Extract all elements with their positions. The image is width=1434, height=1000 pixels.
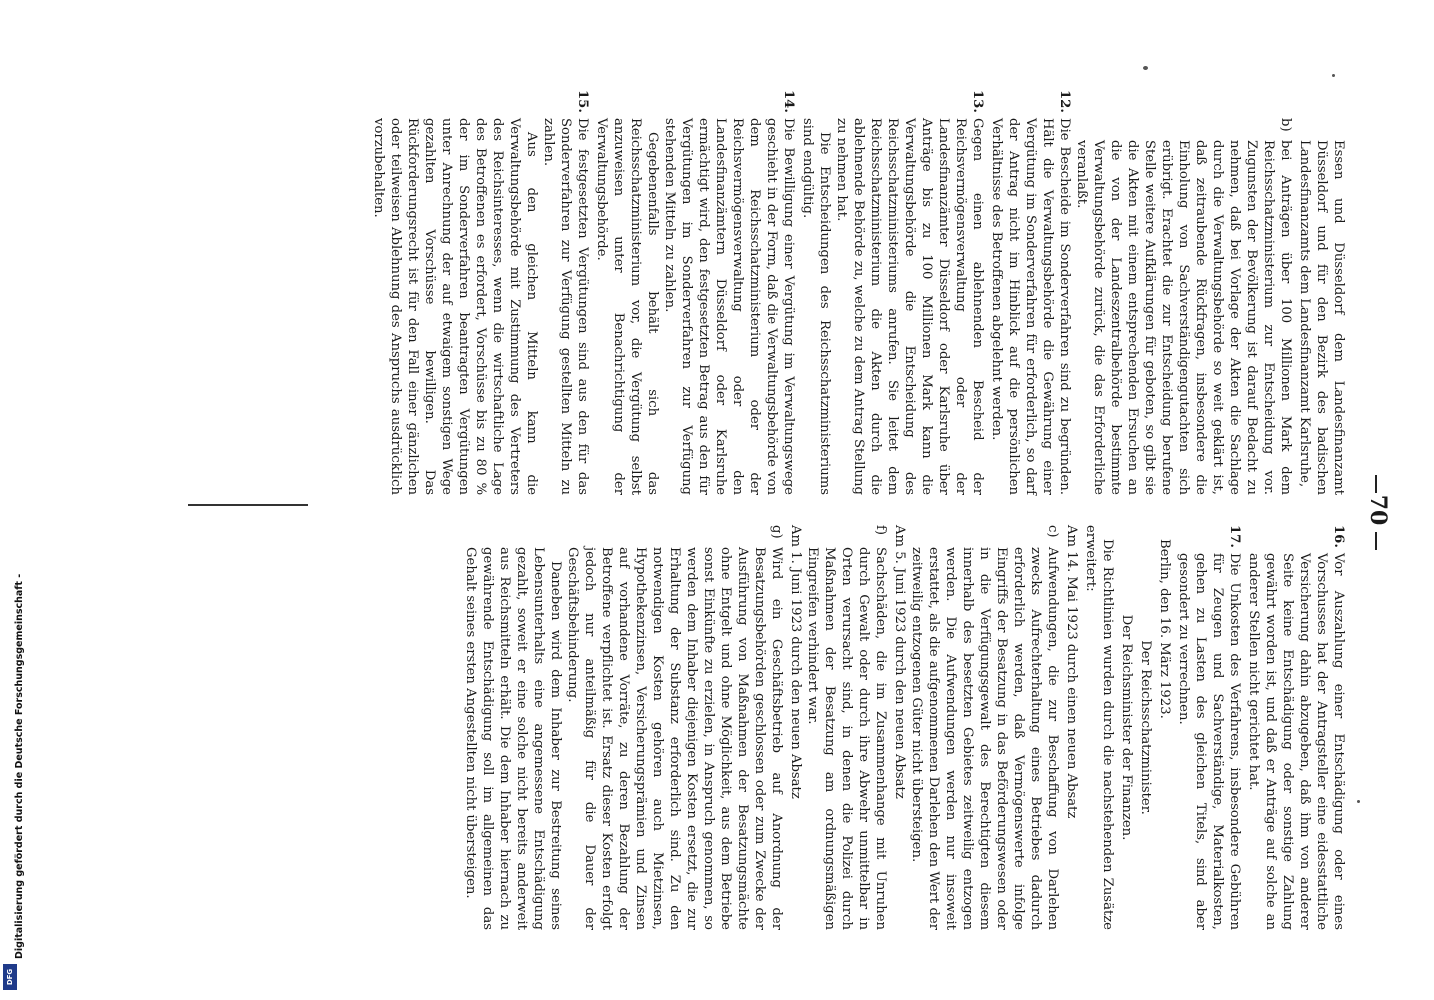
- rotated-page-content: [257, 80, 1397, 940]
- item-17: [1175, 525, 1243, 930]
- sub-item-text-continued: Daneben wird dem Inhaber zur Bestreitung seines Lebensunterhalts eine angemessene Entschädigung gezahlt, soweit er eine solche nicht bereits anderweit aus Reichsmitteln erhält. Die dem Inhaber hiernach zu gewährende Entschädigung soll im allgemeinen das Gehalt seines ersten Angestellten nicht übersteigen.: [463, 547, 563, 930]
- place-date: Berlin, den 16. März 1923.: [1157, 539, 1172, 719]
- text-column-second: [460, 525, 1347, 930]
- signatory-treasury: Der Reichsschatzminister.: [1138, 640, 1153, 815]
- sub-item-f: [804, 525, 889, 930]
- sub-item-text: Sachschäden, die im Zusammenhange mit Unruhen durch Gewalt oder durch ihre Abwehr unmittelbar in Orten verursacht sind, in denen die Polizei durch Maßnahmen der Besatzung am ordnungsmäßigen Eingreifen verhindert war.: [805, 547, 888, 930]
- dfg-logo: [3, 964, 17, 990]
- item-number: 16.: [1331, 525, 1346, 548]
- item-text: Vor Auszahlung einer Entschädigung oder eines Vorschusses hat der Antragsteller eine eidesstattliche Versicherung dahin abzugeben, daß ihm von anderer Seite keine Entschädigung oder sonstige Zahlung gewährt worden ist, und daß er Anträge auf solche an anderer Stellen nicht gerichtet hat.: [1246, 553, 1346, 930]
- header-dash-right: [1375, 532, 1377, 550]
- amendments-intro: Die Richtlinien wurden durch die nachstehenden Zusätze erweitert:: [1083, 525, 1115, 930]
- digitization-note: Digitalisierung gefördert durch die Deutsche Forschungsgemeinschaft -: [14, 573, 25, 959]
- paragraph-intro: Essen und Düsseldorf dem Landesfinanzamt Düsseldorf und für den Bezirk des badischen Landesfinanzamts dem Landesfinanzamt Karlsruhe,: [1297, 140, 1346, 495]
- item-text: Die Bewilligung einer Vergütung im Verwaltungswege geschieht in der Form, daß die Verwaltungsbehörde von dem Reichsschatzministerium oder der Reichsvermögensverwaltung oder den Landesfinanzämtern Düsseldorf oder Karlsruhe ermächtigt wird, den festgesetzten Betrag aus den für Vergütungen im Sonderverfahren zur Verfügung stehenden Mitteln zu zahlen.: [662, 118, 796, 495]
- item-text-continued: Aus den gleichen Mitteln kann die Verwaltungsbehörde mit Zustimmung des Vertreters des Reichsinteresses, wenn die wirtschaftliche Lage des Betroffenen es erfordert, Vorschüsse bis zu 80 % der im Sonderverfahren beantragten Vergütungen unter Anrechnung der auf etwaigem sonstigen Wege gezahlten Vorschüsse bewilligen. Das Rückforderungsrecht ist für den Fall einer gänzlichen oder teilweisen Ablehnung des Anspruchs ausdrücklich vorzubehalten.: [371, 118, 539, 495]
- sub-item-text: Wird ein Geschäftsbetrieb auf Anordnung der Besatzungsbehörden geschlossen oder zum Zwecke der Ausführung von Maßnahmen der Besatzungsmächte ohne Entgelt und ohne Möglichkeit, aus dem Betriebe sonst Einkünfte zu erzielen, in Anspruch genommen, so werden dem Inhaber diejenigen Kosten ersetzt, die zur Erhaltung der Substanz erforderlich sind. Zu den notwendigen Kosten gehören auch Mietzinsen, Hypothekenzinsen, Versicherungsprämien und Zinsen auf vorhandene Vorräte, zu deren Bezahlung der Betroffene verpflichtet ist. Ersatz dieser Kosten erfolgt jedoch nur anteilmäßig für die Dauer der Geschäftsbehinderung.: [565, 547, 784, 930]
- item-number: 14.: [781, 90, 796, 113]
- item-number: 15.: [575, 90, 590, 113]
- item-text: Die festgesetzten Vergütungen sind aus den für das Sonderverfahren zur Verfügung gestellten Mitteln zu zahlen.: [541, 118, 590, 495]
- item-text: Gegen einen ablehnenden Bescheid der Reichsvermögensverwaltung oder der Landesfinanzämter Düsseldorf oder Karlsruhe über Anträge bis zu 100 Millionen Mark kann die Verwaltungsbehörde die Entscheidung des Reichsschatzministeriums anrufen. Sie leitet dem Reichsschatzministerium die Akten durch die ablehnende Behörde zu, welche zu dem Antrag Stellung zu nehmen hat.: [834, 118, 985, 495]
- sub-item-label: f): [873, 525, 888, 536]
- dfg-logo-text: DFG: [6, 968, 14, 986]
- page-number: 70: [1365, 494, 1391, 526]
- item-12: [988, 90, 1073, 495]
- item-16: [1245, 525, 1347, 930]
- sub-item-text: bei Anträgen über 100 Millionen Mark dem Reichsschatzministerium zur Entscheidung vor. Zugunsten der Bevölkerung ist darauf Bedacht zu nehmen, daß bei Vorlage der Akten die Sachlage durch die Verwaltungsbehörde so weit geklärt ist, daß zeitraubende Rückfragen, insbesondere die Einholung von Sachverständigengutachten sich erübrigt. Erachtet die zur Entscheidung berufene Stelle weitere Aufklärungen für geboten, so gibt sie die Akten mit einem entsprechenden Ersuchen an die von der Landeszentralbehörde bestimmte Verwaltungsbehörde zurück, die das Erforderliche veranlaßt.: [1074, 140, 1293, 495]
- text-column-first: [368, 90, 1347, 495]
- sub-item-label: b): [1278, 118, 1293, 132]
- scan-speck: [1332, 74, 1335, 77]
- digitization-footer: [0, 573, 26, 996]
- sub-item-b: [1073, 90, 1294, 495]
- item-number: 13.: [970, 90, 985, 113]
- item-text: Die Bescheide im Sonderverfahren sind zu begründen. Hält die Verwaltungsbehörde die Gewährung einer Vergütung im Sonderverfahren für erforderlich, so darf der Antrag nicht im Hinblick auf die persönlichen Verhältnisse des Betroffenen abgelehnt werden.: [989, 118, 1072, 495]
- page-header: [1357, 80, 1397, 940]
- sub-item-c: [908, 525, 1061, 930]
- amendment-date-1: Am 14. Mai 1923 durch einen neuen Absatz: [1064, 525, 1079, 819]
- sub-item-g: [462, 525, 785, 930]
- item-text-continued: Gegebenenfalls behält sich das Reichsschatzministerium vor, die Vergütung selbst anzuweisen unter Benachrichtigung der Verwaltungsbehörde.: [594, 118, 660, 495]
- scan-speck: [1143, 66, 1148, 70]
- sub-item-text: Aufwendungen, die zur Beschaffung von Darlehen zwecks Aufrechterhaltung eines Betriebes dadurch erforderlich werden, daß Vermögenswerte infolge Eingriffs der Besatzung in das Beförderungswesen oder in die Verfügungsgewalt des Berechtigten diesem innerhalb des besetzten Gebietes zeitweilig entzogen werden. Die Aufwendungen werden nur insoweit erstattet, als die aufgenommenen Darlehen den Wert der zeitweilig entzogenen Güter nicht übersteigen.: [909, 547, 1060, 930]
- signatory-finance: Der Reichsminister der Finanzen.: [1119, 614, 1134, 841]
- sub-item-label: c): [1045, 525, 1060, 538]
- item-text-continued: Die Entscheidungen des Reichsschatzministeriums sind endgültig.: [800, 118, 832, 495]
- amendment-date-3: Am 1. Juni 1923 durch den neuen Absatz: [788, 525, 803, 799]
- item-13: [799, 90, 986, 495]
- item-number: 17.: [1227, 525, 1242, 548]
- item-15: [370, 90, 591, 495]
- item-number: 12.: [1057, 90, 1072, 113]
- item-14: [593, 90, 797, 495]
- sub-item-label: g): [769, 525, 784, 539]
- item-text: Die Unkosten des Verfahrens, insbesondere Gebühren für Zeugen und Sachverständige, Materialkosten, gehen zu Lasten des gleichen Titels, sind aber gesondert zu verrechnen.: [1176, 553, 1242, 930]
- amendment-date-2: Am 5. Juni 1923 durch den neuen Absatz: [892, 525, 907, 799]
